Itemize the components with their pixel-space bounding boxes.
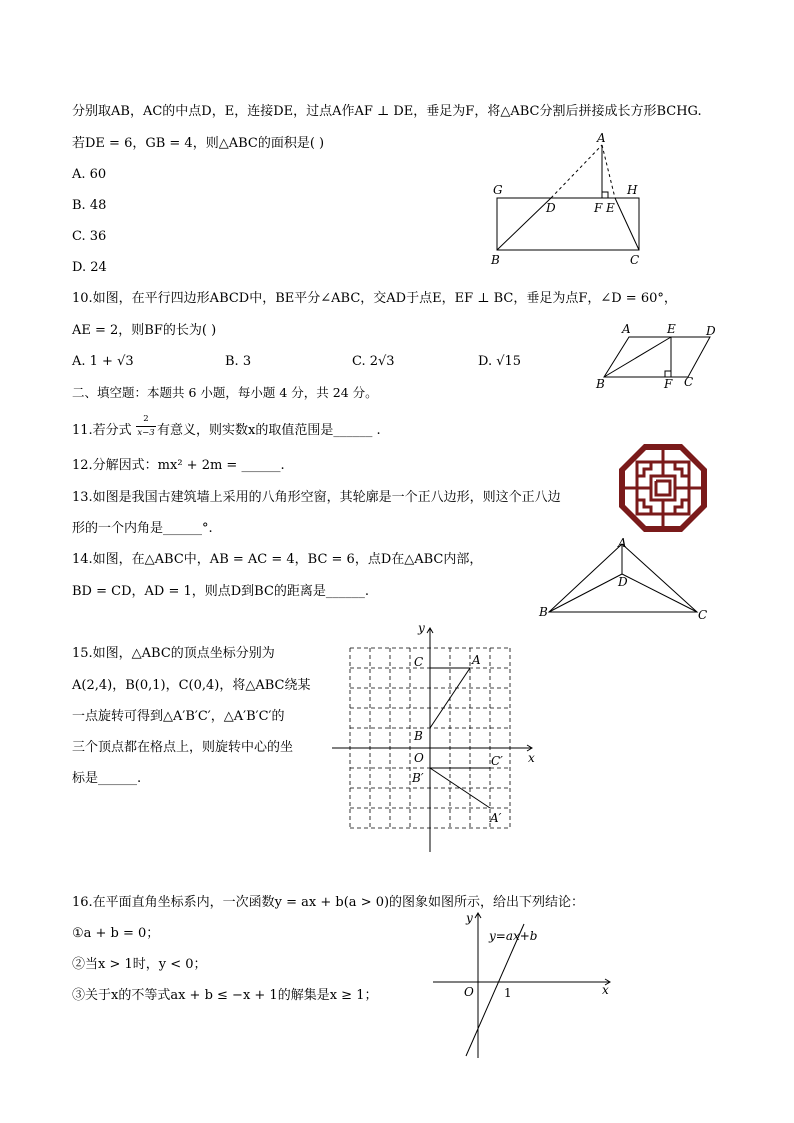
q14-line1: 14.如图，在△ABC中，AB = AC = 4，BC = 6，点D在△ABC内部， (72, 552, 483, 567)
q15-line1: 15.如图，△ABC的顶点坐标分别为 (72, 646, 275, 661)
octagon-window-figure (618, 443, 708, 533)
q11-denominator: x−3 (137, 427, 155, 438)
q15-label-c-prime: C′ (491, 754, 503, 768)
q10-option-a: A. 1 + √3 (72, 354, 134, 369)
q14-figure (535, 534, 715, 624)
q11-prefix: 11.若分式 (72, 423, 132, 438)
q15-label-x: x (528, 751, 535, 765)
q13-line1: 13.如图是我国古建筑墙上采用的八角形空窗，其轮廓是一个正八边形，则这个正八边 (72, 490, 561, 505)
q12-text: 12.分解因式：mx² + 2m = ______. (72, 458, 285, 473)
q14-label-b: B (539, 605, 548, 619)
q15-label-o: O (414, 751, 424, 765)
q9-line1: 分别取AB，AC的中点D，E，连接DE，过点A作AF ⊥ DE，垂足为F，将△ABC分割后拼接成长方形BCHG. (72, 104, 702, 119)
q10-option-d: D. √15 (478, 354, 522, 369)
q11-fraction (136, 415, 156, 437)
q10-figure (592, 320, 722, 395)
q16-label-one: 1 (504, 986, 512, 1000)
q9-label-d: D (546, 201, 556, 215)
q15-line5: 标是______. (72, 771, 142, 786)
q10-line1: 10.如图，在平行四边形ABCD中，BE平分∠ABC，交AD于点E，EF ⊥ BC，垂足为点F，∠D = 60°， (72, 291, 677, 306)
q9-option-b: B. 48 (72, 198, 107, 213)
q16-item-1: ①a + b = 0； (72, 926, 160, 941)
q14-label-c: C (698, 608, 708, 622)
q10-option-c: C. 2√3 (352, 354, 395, 369)
q16-item-3: ③关于x的不等式ax + b ≤ −x + 1的解集是x ≥ 1； (72, 988, 378, 1003)
q13-line2: 形的一个内角是______°. (72, 521, 213, 536)
q10-label-b: B (596, 377, 605, 391)
q10-label-f: F (664, 377, 673, 391)
q16-function-graph (430, 910, 620, 1060)
q15-line3: 一点旋转可得到△A′B′C′，△A′B′C′的 (72, 709, 285, 724)
q16-label-equation: y=ax+b (489, 929, 538, 943)
q10-label-e: E (667, 322, 676, 336)
q11-numerator: 2 (143, 414, 149, 424)
q15-coordinate-grid (328, 620, 548, 860)
q9-label-b: B (491, 253, 500, 267)
q15-label-c: C (414, 655, 424, 669)
q15-line2: A(2,4)，B(0,1)，C(0,4)，将△ABC绕某 (72, 678, 311, 693)
q9-label-f: F (594, 201, 603, 215)
q9-label-g: G (493, 183, 503, 197)
q10-line2: AE = 2，则BF的长为( ) (72, 323, 217, 338)
q16-line1: 16.在平面直角坐标系内，一次函数y = ax + b(a > 0)的图象如图所示，给出下列结论： (72, 895, 585, 910)
q9-option-d: D. 24 (72, 260, 107, 275)
q9-figure (485, 130, 645, 270)
q9-label-c: C (630, 253, 640, 267)
q10-label-c: C (684, 375, 694, 389)
q10-option-b: B. 3 (225, 354, 252, 369)
q9-label-e: E (606, 201, 615, 215)
q9-option-c: C. 36 (72, 229, 107, 244)
q9-label-h: H (627, 183, 638, 197)
q9-line2: 若DE = 6，GB = 4，则△ABC的面积是( ) (72, 136, 325, 151)
q14-label-a: A (618, 536, 627, 550)
q15-label-y: y (418, 621, 425, 635)
q15-label-b: B (414, 729, 423, 743)
q15-label-b-prime: B′ (412, 771, 424, 785)
q15-line4: 三个顶点都在格点上，则旋转中心的坐 (72, 740, 294, 755)
q16-label-o: O (464, 985, 474, 999)
q16-label-y: y (466, 911, 473, 925)
q15-label-a: A (472, 653, 481, 667)
q14-line2: BD = CD，AD = 1，则点D到BC的距离是______. (72, 584, 370, 599)
q16-label-x: x (602, 983, 609, 997)
q10-label-d: D (706, 324, 716, 338)
q9-option-a: A. 60 (72, 167, 107, 182)
q15-label-a-prime: A′ (490, 811, 502, 825)
section-2-heading: 二、填空题：本题共 6 小题，每小题 4 分，共 24 分。 (72, 385, 378, 400)
q14-label-d: D (618, 575, 628, 589)
q9-label-a: A (597, 131, 606, 145)
q11-suffix: 有意义，则实数x的取值范围是______ . (157, 423, 381, 438)
q16-item-2: ②当x > 1时，y < 0； (72, 957, 207, 972)
q10-label-a: A (622, 322, 631, 336)
